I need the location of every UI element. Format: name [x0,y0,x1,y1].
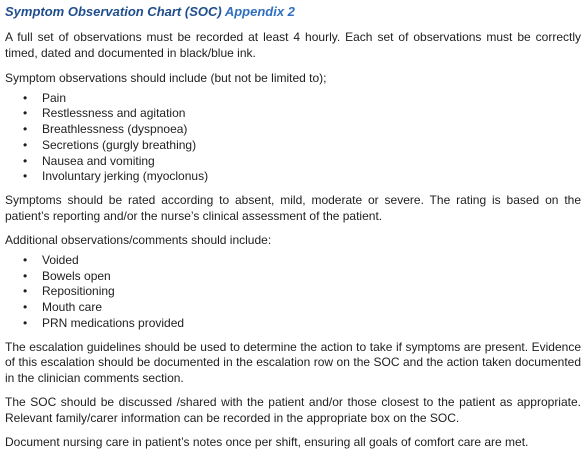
list-item [5,300,581,316]
list-item-label: Mouth care [42,300,103,315]
heading-title: Symptom Observation Chart (SOC) [5,4,222,19]
list-item-label: Breathlessness (dyspnoea) [42,122,188,137]
list-item-label: Repositioning [42,284,115,299]
list-item-label: Nausea and vomiting [42,153,155,168]
bullet-icon: • [23,252,28,267]
list-item [5,316,581,332]
list-item-label: Secretions (gurgly breathing) [42,137,197,152]
list-item [5,284,581,300]
list-item-label: PRN medications provided [42,315,185,330]
symptom-list [5,91,581,186]
bullet-icon: • [23,90,28,105]
symptom-list-lead: Symptom observations should include (but not be limited to); [5,71,327,85]
discussion-paragraph: The SOC should be discussed /shared with the patient and/or those closest to the patient as appropriate. Relevant family/carer information can be recorded in the appropriate box on the SOC. [5,395,581,425]
bullet-icon: • [23,268,28,283]
heading-appendix-label: Appendix 2 [224,4,295,19]
list-item [5,106,581,122]
list-item-label: Voided [42,252,79,267]
bullet-icon: • [23,169,28,184]
list-item [5,154,581,170]
bullet-icon: • [23,137,28,152]
list-item [5,91,581,107]
rating-paragraph: Symptoms should be rated according to absent, mild, moderate or severe. The rating is based on the patient’s reporting and/or the nurse’s clinical assessment of the patient. [5,193,581,223]
list-item-label: Involuntary jerking (myoclonus) [42,169,209,184]
nursing-care-paragraph: Document nursing care in patient’s notes once per shift, ensuring all goals of comfort care are met. [5,435,529,450]
list-item [5,269,581,285]
additional-observations-list [5,253,581,332]
bullet-icon: • [23,153,28,168]
intro-paragraph: A full set of observations must be recorded at least 4 hourly. Each set of observations must be correctly timed, dated and documented in black/blue ink. [5,30,581,60]
document-page [5,0,581,451]
list-item [5,253,581,269]
list-item-label: Pain [42,90,67,105]
escalation-paragraph: The escalation guidelines should be used to determine the action to take if symptoms are present. Evidence of this escalation should be documented in the escalation row on the SOC and the action taken documented in the clinician comments section. [5,339,581,385]
list-item [5,122,581,138]
bullet-icon: • [23,315,28,330]
list-item [5,169,581,185]
bullet-icon: • [23,106,28,121]
additional-list-lead: Additional observations/comments should include: [5,233,272,248]
bullet-icon: • [23,122,28,137]
list-item-label: Restlessness and agitation [42,106,186,121]
bullet-icon: • [23,300,28,315]
list-item [5,138,581,154]
list-item-label: Bowels open [42,268,111,283]
document-heading [5,4,581,20]
bullet-icon: • [23,284,28,299]
